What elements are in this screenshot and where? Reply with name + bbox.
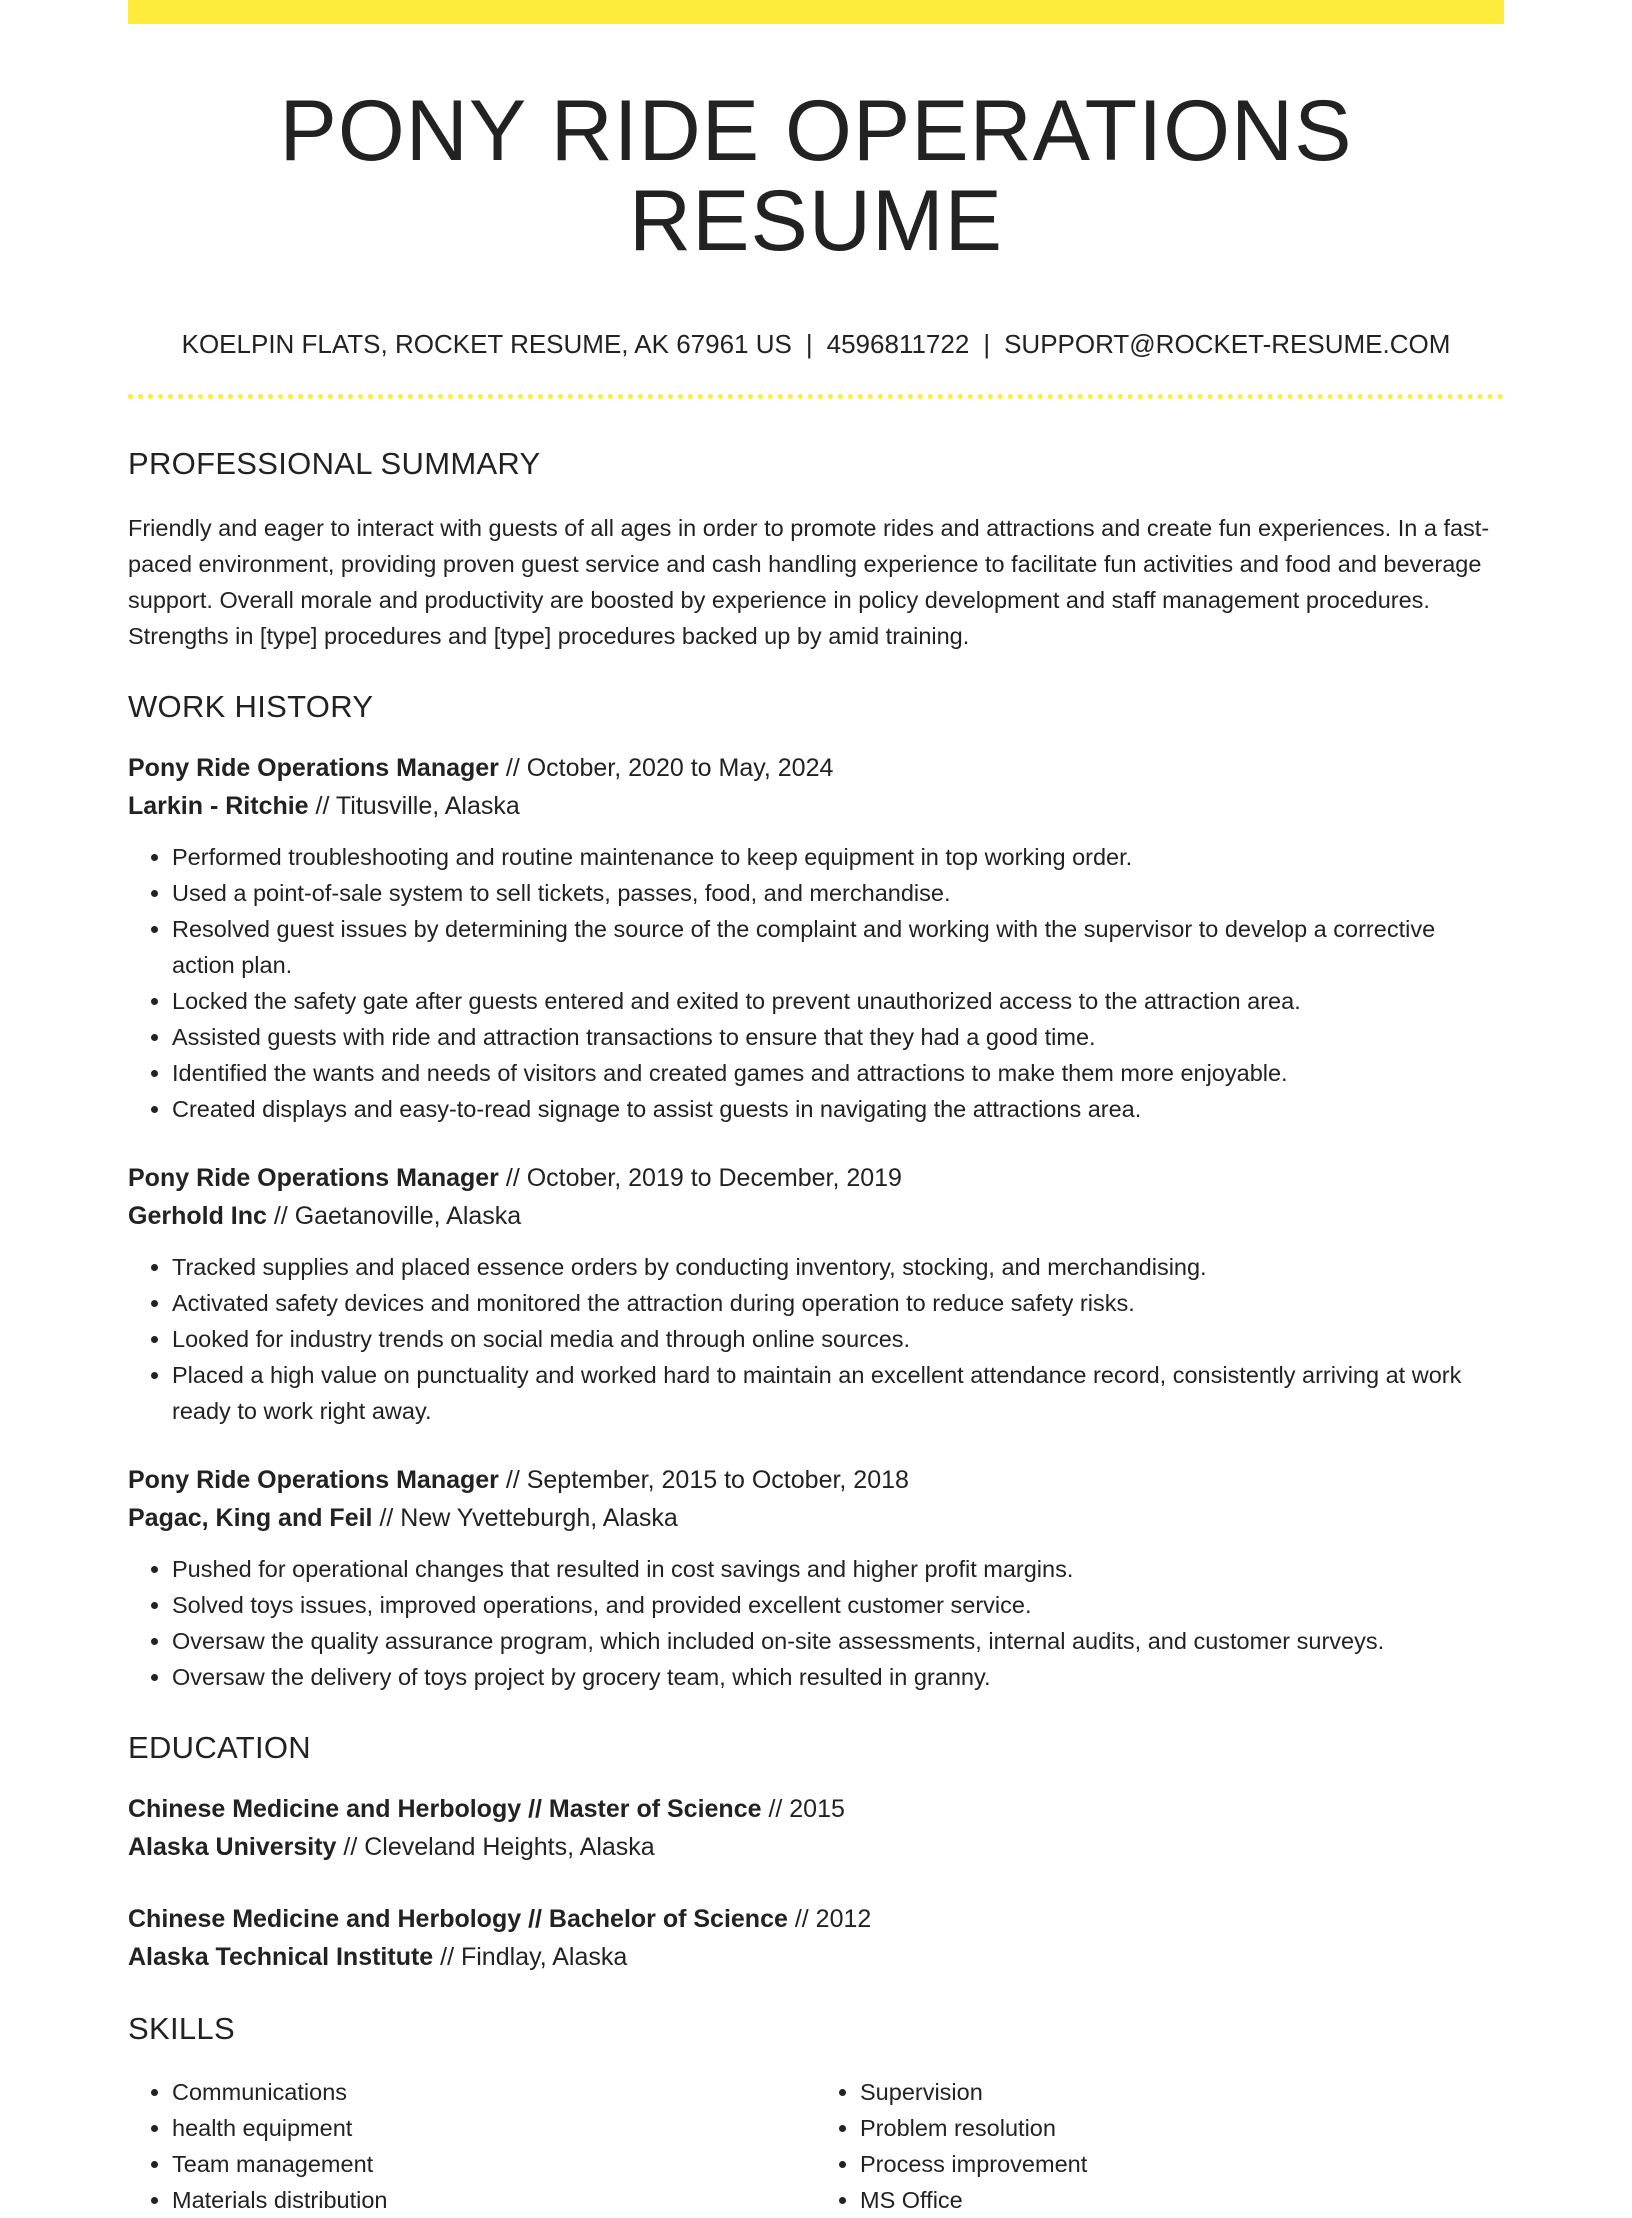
job-location: // Titusville, Alaska bbox=[308, 792, 520, 821]
school: Alaska Technical Institute bbox=[128, 1943, 434, 1972]
skills-heading: SKILLS bbox=[128, 2011, 235, 2047]
resume-page bbox=[128, 0, 1504, 2218]
degree: Chinese Medicine and Herbology // Master of Science bbox=[128, 1795, 762, 1824]
job-company-line bbox=[128, 787, 1504, 825]
skill-item: • Team management bbox=[172, 2146, 816, 2182]
degree: Chinese Medicine and Herbology // Bachelor of Science bbox=[128, 1905, 788, 1934]
job-dates: // October, 2019 to December, 2019 bbox=[498, 1164, 902, 1193]
skill-item: • Problem resolution bbox=[860, 2110, 1504, 2146]
job-company-line bbox=[128, 1499, 1504, 1537]
school: Alaska University bbox=[128, 1833, 337, 1862]
job-title-line bbox=[128, 1159, 1504, 1197]
job-bullet: • Performed troubleshooting and routine maintenance to keep equipment in top working order. bbox=[172, 839, 1504, 875]
job-bullet: • Used a point-of-sale system to sell tickets, passes, food, and merchandise. bbox=[172, 875, 1504, 911]
skills-column-left bbox=[128, 2074, 816, 2218]
job-title-line bbox=[128, 749, 1504, 787]
school-location: // Cleveland Heights, Alaska bbox=[336, 1833, 655, 1862]
job-title: Pony Ride Operations Manager bbox=[128, 1164, 499, 1193]
school-line bbox=[128, 1938, 1504, 1976]
job-bullet: • Placed a high value on punctuality and worked hard to maintain an excellent attendance record, consistently arriving at work ready to work right away. bbox=[172, 1357, 1504, 1429]
job-bullet: • Oversaw the delivery of toys project by grocery team, which resulted in granny. bbox=[172, 1659, 1504, 1695]
job-bullets bbox=[128, 1551, 1504, 1695]
accent-top-bar bbox=[128, 0, 1504, 24]
degree-year: // 2012 bbox=[787, 1905, 872, 1934]
job-bullet: • Identified the wants and needs of visitors and created games and attractions to make them more enjoyable. bbox=[172, 1055, 1504, 1091]
job-company-line bbox=[128, 1197, 1504, 1235]
job-bullet: • Activated safety devices and monitored the attraction during operation to reduce safety risks. bbox=[172, 1285, 1504, 1321]
skill-item: • Communications bbox=[172, 2074, 816, 2110]
degree-line bbox=[128, 1790, 1504, 1828]
education-entry bbox=[128, 1900, 1504, 1976]
school-location: // Findlay, Alaska bbox=[433, 1943, 628, 1972]
job-bullets bbox=[128, 839, 1504, 1127]
skill-item: • health equipment bbox=[172, 2110, 816, 2146]
job-location: // Gaetanoville, Alaska bbox=[266, 1202, 522, 1231]
resume-title: PONY RIDE OPERATIONS RESUME bbox=[279, 83, 1353, 270]
degree-year: // 2015 bbox=[761, 1795, 845, 1824]
job-bullet: • Resolved guest issues by determining the source of the complaint and working with the supervisor to develop a corrective action plan. bbox=[172, 911, 1504, 983]
job-company: Gerhold Inc bbox=[128, 1202, 267, 1231]
job-bullet: • Oversaw the quality assurance program, which included on-site assessments, internal audits, and customer surveys. bbox=[172, 1623, 1504, 1659]
job-bullet: • Tracked supplies and placed essence orders by conducting inventory, stocking, and merchandising. bbox=[172, 1249, 1504, 1285]
job-entry bbox=[128, 1159, 1504, 1429]
job-bullets bbox=[128, 1249, 1504, 1429]
job-bullet: • Looked for industry trends on social media and through online sources. bbox=[172, 1321, 1504, 1357]
work-history-heading: WORK HISTORY bbox=[128, 688, 374, 724]
summary-text: Friendly and eager to interact with guests of all ages in order to promote rides and attractions and create fun experiences. In a fast-paced environment, providing proven guest service and cash handling experience to facilitate fun activities and food and beverage support. Overall morale and productivity are boosted by experience in policy development and staff management procedures. Strengths in [type] procedures and [type] procedures backed up by amid training. bbox=[128, 514, 1490, 649]
skills-column-right bbox=[816, 2074, 1504, 2218]
job-location: // New Yvetteburgh, Alaska bbox=[372, 1504, 678, 1533]
job-dates: // October, 2020 to May, 2024 bbox=[498, 754, 834, 783]
education-heading: EDUCATION bbox=[128, 1730, 311, 1766]
skill-item: • Process improvement bbox=[860, 2146, 1504, 2182]
skill-item: • MS Office bbox=[860, 2182, 1504, 2218]
job-entry bbox=[128, 1461, 1504, 1695]
education-entry bbox=[128, 1790, 1504, 1866]
job-title-line bbox=[128, 1461, 1504, 1499]
job-bullet: • Pushed for operational changes that resulted in cost savings and higher profit margins. bbox=[172, 1551, 1504, 1587]
dotted-divider bbox=[128, 394, 1504, 399]
job-bullet: • Created displays and easy-to-read signage to assist guests in navigating the attractions area. bbox=[172, 1091, 1504, 1127]
school-line bbox=[128, 1828, 1504, 1866]
summary-heading: PROFESSIONAL SUMMARY bbox=[128, 445, 541, 481]
contact-phone: 4596811722 bbox=[826, 328, 970, 359]
job-bullet: • Solved toys issues, improved operations, and provided excellent customer service. bbox=[172, 1587, 1504, 1623]
degree-line bbox=[128, 1900, 1504, 1938]
job-company: Pagac, King and Feil bbox=[128, 1504, 373, 1533]
job-dates: // September, 2015 to October, 2018 bbox=[498, 1466, 909, 1495]
contact-separator: | bbox=[983, 328, 991, 359]
skill-item: • Supervision bbox=[860, 2074, 1504, 2110]
job-bullet: • Assisted guests with ride and attraction transactions to ensure that they had a good time. bbox=[172, 1019, 1504, 1055]
job-title: Pony Ride Operations Manager bbox=[128, 1466, 499, 1495]
contact-email: SUPPORT@ROCKET-RESUME.COM bbox=[1004, 328, 1451, 359]
contact-address: KOELPIN FLATS, ROCKET RESUME, AK 67961 US bbox=[181, 328, 792, 359]
skill-item: • Materials distribution bbox=[172, 2182, 816, 2218]
contact-separator: | bbox=[805, 328, 813, 359]
job-bullet: • Locked the safety gate after guests entered and exited to prevent unauthorized access to the attraction area. bbox=[172, 983, 1504, 1019]
skills-list bbox=[128, 2074, 1504, 2218]
job-entry bbox=[128, 749, 1504, 1127]
contact-line bbox=[128, 329, 1504, 360]
job-title: Pony Ride Operations Manager bbox=[128, 754, 499, 783]
job-company: Larkin - Ritchie bbox=[128, 792, 309, 821]
